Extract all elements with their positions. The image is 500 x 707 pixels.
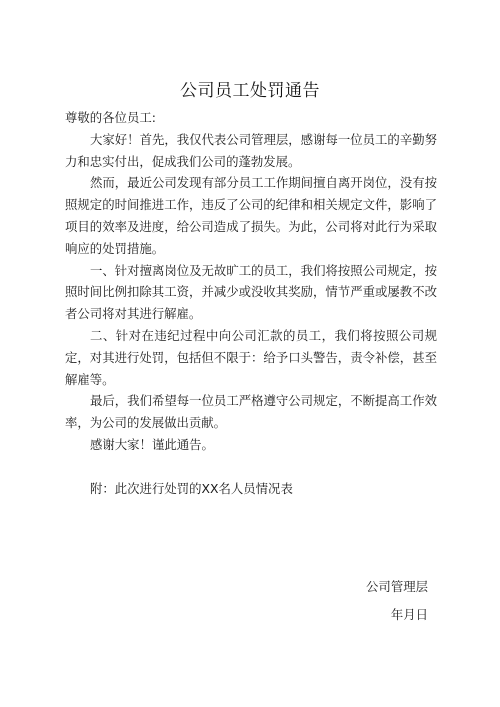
paragraph-thanks: 感谢大家！谨此通告。 [90, 436, 214, 452]
paragraph-issue: 然而，最近公司发现有部分员工工作期间擅自离开岗位，没有按照规定的时间推进工作，违反了公司的纪律和相关规定文件，影响了项目的效率及进度，给公司造成了损失。为此，公司将对此行为采取响应的处罚措施。 [65, 175, 437, 256]
salutation: 尊敬的各位员工: [65, 110, 156, 125]
signature-organization: 公司管理层 [366, 579, 428, 594]
paragraph-closing: 最后，我们希望每一位员工严格遵守公司规定，不断提高工作效率，为公司的发展做出贡献。 [65, 393, 437, 431]
paragraph-greeting: 大家好！首先，我仅代表公司管理层，感谢每一位员工的辛勤努力和忠实付出，促成我们公司的蓬勃发展。 [65, 131, 437, 169]
paragraph-rule-1: 一、针对擅离岗位及无故旷工的员工，我们将按照公司规定，按照时间比例扣除其工资，并减少或没收其奖励，情节严重或屡教不改者公司将对其进行解雇。 [65, 262, 437, 322]
document-title: 公司员工处罚通告 [180, 81, 320, 101]
document-body [65, 107, 437, 500]
paragraph-rule-2: 二、针对在违纪过程中向公司汇款的员工，我们将按照公司规定，对其进行处罚，包括但不限于：给予口头警告，责令补偿，甚至解雇等。 [65, 327, 437, 387]
signature-date: 年月日 [390, 607, 428, 622]
attachment-note: 附：此次进行处罚的XX名人员情况表 [90, 480, 293, 496]
